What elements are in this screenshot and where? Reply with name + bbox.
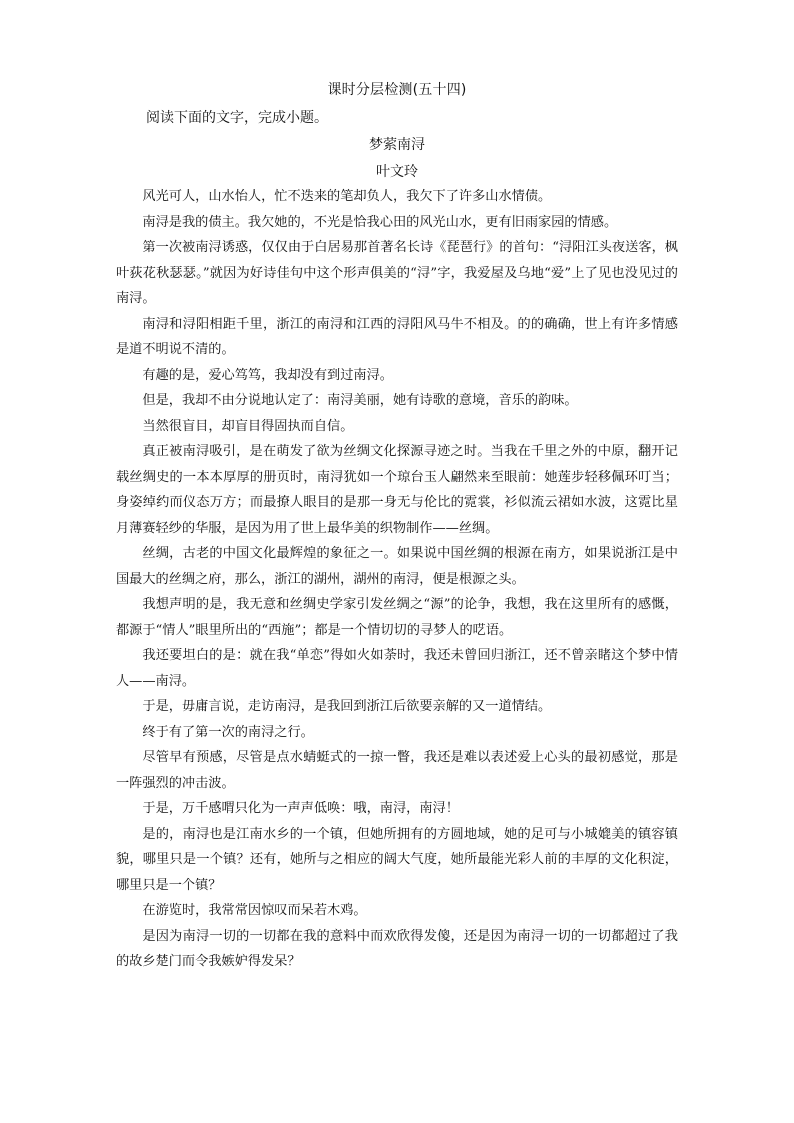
instruction-text: 阅读下面的文字，完成小题。 xyxy=(146,110,328,126)
article-body xyxy=(116,184,678,975)
paragraph: 真正被南浔吸引，是在萌发了欲为丝绸文化探源寻迹之时。当我在千里之外的中原，翻开记载丝绸史的一本本厚厚的册页时，南浔犹如一个琼台玉人翩然来至眼前：她莲步轻移佩环叮当；身姿绰约而仪态万方；而最撩人眼目的是那一身无与伦比的霓裳，衫似流云裙如水波，这霓比星月薄赛轻纱的华服，是因为用了世上最华美的织物制作——丝绸。 xyxy=(116,444,678,536)
paragraph: 于是，万千感喟只化为一声声低唤：哦，南浔，南浔！ xyxy=(142,801,459,816)
paragraph: 有趣的是，爱心笃笃，我却没有到过南浔。 xyxy=(142,367,393,383)
paragraph: 南浔和浔阳相距千里，浙江的南浔和江西的浔阳风马牛不相及。的的确确，世上有许多情感是道不明说不清的。 xyxy=(116,316,678,357)
document-title: 课时分层检测(五十四) xyxy=(327,82,467,98)
paragraph: 丝绸，古老的中国文化最辉煌的象征之一。如果说中国丝绸的根源在南方，如果说浙江是中国最大的丝绸之府，那么，浙江的湖州，湖州的南浔，便是根源之头。 xyxy=(116,546,678,587)
paragraph: 是的，南浔也是江南水乡的一个镇，但她所拥有的方圆地域，她的足可与小城媲美的镇容镇貌，哪里只是一个镇？还有，她所与之相应的阔大气度，她所最能光彩人前的丰厚的文化积淀，哪里只是一个镇？ xyxy=(116,826,678,893)
article-title: 梦萦南浔 xyxy=(369,137,425,153)
paragraph: 风光可人，山水怡人，忙不迭来的笔却负人，我欠下了许多山水情债。 xyxy=(142,189,552,204)
article-author: 叶文玲 xyxy=(376,164,418,180)
paragraph: 但是，我却不由分说地认定了：南浔美丽，她有诗歌的意境，音乐的韵味。 xyxy=(142,393,578,408)
paragraph: 当然很盲目，却盲目得固执而自信。 xyxy=(142,418,354,434)
paragraph: 于是，毋庸言说，走访南浔，是我回到浙江后欲要亲解的又一道情结。 xyxy=(142,699,552,714)
paragraph: 是因为南浔一切的一切都在我的意料中而欢欣得发傻，还是因为南浔一切的一切都超过了我的故乡楚门而令我嫉妒得发呆？ xyxy=(116,928,678,969)
paragraph: 在游览时，我常常因惊叹而呆若木鸡。 xyxy=(142,903,367,918)
paragraph: 终于有了第一次的南浔之行。 xyxy=(142,724,314,740)
paragraph: 南浔是我的债主。我欠她的，不光是恰我心田的风光山水，更有旧雨家园的情感。 xyxy=(142,214,618,230)
paragraph: 尽管早有预感，尽管是点水蜻蜓式的一掠一瞥，我还是难以表述爱上心头的最初感觉，那是一阵强烈的冲击波。 xyxy=(116,750,678,791)
paragraph: 第一次被南浔诱惑，仅仅由于白居易那首著名长诗《琵琶行》的首句：“浔阳江头夜送客，枫叶荻花秋瑟瑟。”就因为好诗佳句中这个形声俱美的“浔”字，我爱屋及乌地“爱”上了见也没见过的南浔。 xyxy=(116,240,678,306)
paragraph: 我想声明的是，我无意和丝绸史学家引发丝绸之“源”的论争，我想，我在这里所有的感慨，都源于“情人”眼里所出的“西施”；都是一个情切切的寻梦人的呓语。 xyxy=(116,597,678,638)
paragraph: 我还要坦白的是：就在我“单恋”得如火如荼时，我还未曾回归浙江，还不曾亲睹这个梦中情人——南浔。 xyxy=(116,648,678,689)
